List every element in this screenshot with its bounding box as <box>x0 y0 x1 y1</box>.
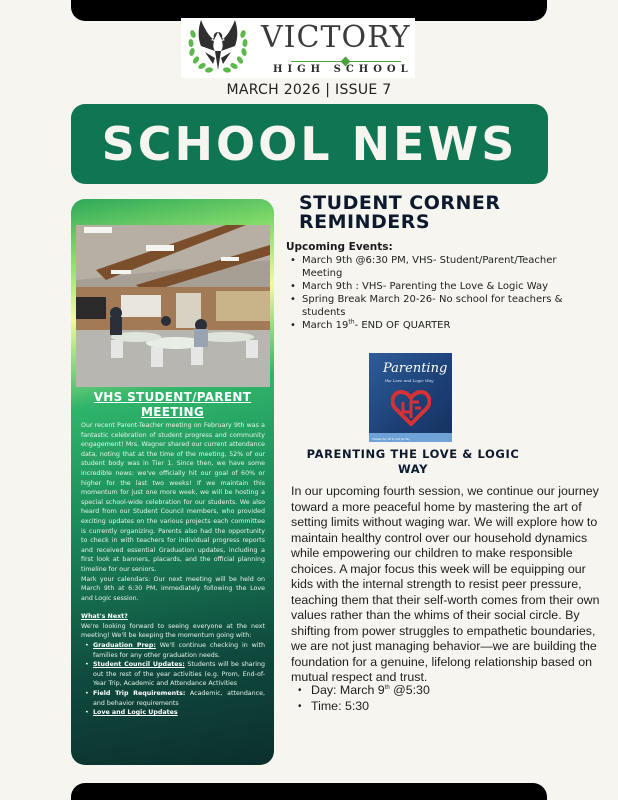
parenting-session-details <box>292 683 430 714</box>
list-item: • Student Council Updates: Students will be sharing out the rest of the year activities (e.g. Prom, End-of-Year Trip, Academic and Attendance Activities <box>81 660 265 689</box>
student-corner-title: STUDENT CORNER REMINDERS <box>299 192 501 233</box>
book-subtitle: the Love and Logic Way <box>385 378 434 383</box>
heart-maze-icon <box>391 388 431 426</box>
event-item: • March 9th : VHS- Parenting the Love & Logic Way <box>286 280 596 293</box>
whats-next-intro: We're looking forward to seeing everyone at the next meeting! We'll be keeping the momentum going with: <box>81 622 265 640</box>
list-item: • Graduation Prep: We'll continue checking in with families for any other graduation needs. <box>81 641 265 660</box>
session-day: • Day: March 9th @5:30 <box>292 683 430 699</box>
student-parent-meeting-card <box>71 199 274 765</box>
eagle-laurel-icon <box>187 18 249 78</box>
parenting-title: PARENTING THE LOVE & LOGIC WAY <box>306 447 520 476</box>
upcoming-events-heading: Upcoming Events: <box>286 241 393 253</box>
school-news-banner <box>71 104 548 184</box>
classroom-image-icon <box>76 225 270 387</box>
event-item: • Spring Break March 20-26- No school for teachers & students <box>286 293 596 319</box>
school-name: VICTORY <box>261 20 411 55</box>
card-title: VHS STUDENT/PARENT MEETING <box>93 390 252 419</box>
card-body <box>81 421 265 718</box>
event-item: • March 9th @6:30 PM, VHS- Student/Parent/Teacher Meeting <box>286 254 596 280</box>
parenting-book-cover <box>369 353 452 442</box>
session-time: • Time: 5:30 <box>292 699 430 715</box>
parenting-description: In our upcoming fourth session, we continue our journey toward a more peaceful home by mastering the art of setting limits without waging war. We will explore how to maintain healthy control over our household dynamics while empowering our children to make responsible choices. A major focus this week will be equipping our kids with the internal strength to resist peer pressure, teaching them that their self-worth comes from their own values rather than the whims of their social circle. By shifting from power struggles to empathetic boundaries, we are not just managing behavior—we are building the foundation for a genuine, lifelong relationship based on mutual respect and trust. <box>291 484 600 684</box>
event-item: • March 19th- END OF QUARTER <box>286 319 596 332</box>
school-subtitle: HIGH SCHOOL <box>273 64 413 75</box>
school-logo <box>181 18 415 78</box>
next-meeting-note: Mark your calendars: Our next meeting will be held on March 9th at 6:30 PM, immediately following the Love and Logic session. <box>81 575 265 602</box>
list-item: • Love and Logic Updates <box>81 708 265 718</box>
upcoming-events-list <box>286 254 596 332</box>
classroom-photo <box>76 225 270 387</box>
banner-title: SCHOOL NEWS <box>101 117 518 171</box>
bottom-decorative-bar <box>71 783 547 800</box>
book-title: Parenting <box>383 361 448 376</box>
meeting-summary: Our recent Parent-Teacher meeting on February 9th was a fantastic celebration of student progress and community engagement! Mrs. Wagner shared our current attendance data, noting that at the time of the meeting, 52% of our student body was in Tier 1. Since then, we have some incredible news: we've officially hit our goal of 60% or higher for the last two weeks! If we maintain this momentum for just one more week, we will be hosting a special school-wide celebration for our students. We also heard from our Student Council members, who provided exciting updates on the various projects each committee is currently organizing. Parents also had the opportunity to check in with teachers for individual progress reports and received essential Graduation updates, including a first look at banners, placards, and the official planning timeline for our seniors. <box>81 422 265 573</box>
whats-next-heading: What's Next? <box>81 613 128 621</box>
issue-date: MARCH 2026 | ISSUE 7 <box>226 82 392 98</box>
whats-next-list <box>81 641 265 718</box>
list-item: • Field Trip Requirements: Academic, attendance, and behavior requirements <box>81 689 265 708</box>
book-author: Charles Fay, Ph.D. and Jim Fay <box>372 438 410 441</box>
